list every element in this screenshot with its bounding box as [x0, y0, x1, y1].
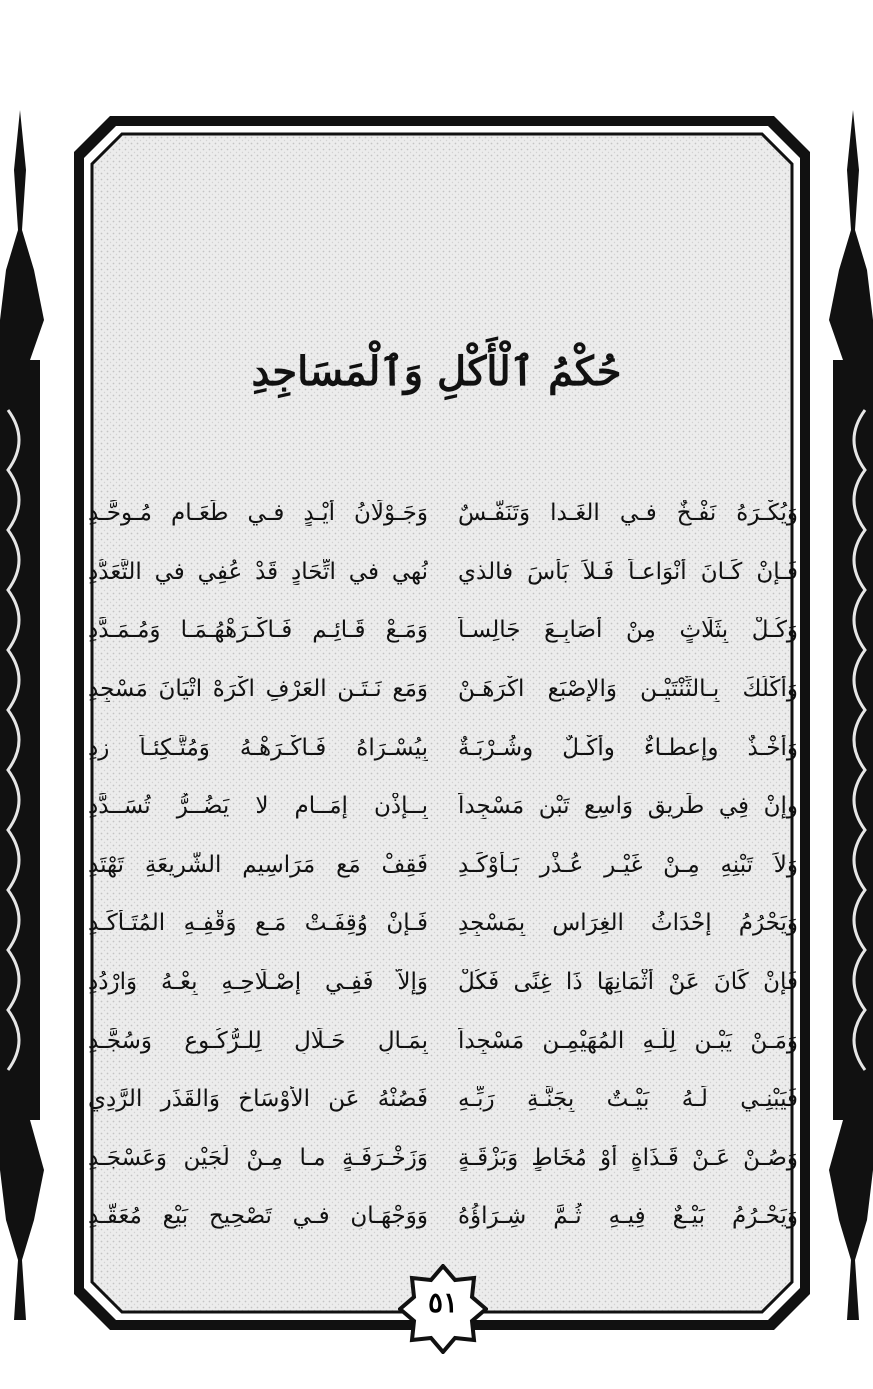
verse — [88, 601, 798, 660]
page-number-badge — [398, 1264, 488, 1354]
hemistich-first: وَكُـلْ بِثَلَاثٍ مِنْ أَصَابِـعَ جَالِسـاً — [458, 617, 798, 644]
hemistich-first: وَأَكْلُكَ بِـالثِّنْتَيْـنِ وَالإِصْبَعِ اكْرَهَـنْ — [458, 676, 798, 703]
hemistich-first: وَيَحْرُمُ إِحْدَاثُ الغِرَاسِ بِمَسْجِدِ — [458, 910, 798, 937]
hemistich-first: وَمَـنْ يَبْـنِ لِلَّـهِ المُهَيْمِـنِ مَسْجِداً — [458, 1027, 798, 1054]
hemistich-second: وَوَجْهَـانِ فـي تَصْحِيحِ بَيْعٍ مُعَقَّـدِ — [88, 1203, 428, 1230]
verse — [88, 1129, 798, 1188]
poem-body — [88, 484, 798, 1246]
hemistich-first: فَيَبْنِـي لَـهُ بَيْـتٌ بِجَنَّـةِ رَبِّـهِ — [458, 1086, 798, 1113]
hemistich-second: بِيُسْـرَاهُ فَـاكْـرَهْـهُ وَمُتَّـكِئـاً زِدِ — [88, 734, 428, 761]
hemistich-first: فَـإِنْ كَـانَ أَنْوَاعـاً فَـلاَ بَأْسَ فالذي — [458, 558, 798, 585]
hemistich-first: وَيُكْـرَهُ نَفْـخٌ فـي الغَـدا وَتَنَفُّـسٌ — [458, 500, 798, 527]
hemistich-second: وَإِلاَّ فَفِـي إِصْـلَاحِـهِ بِعْـهُ وَارْدُدِ — [88, 969, 428, 996]
hemistich-second: وَمَع نَـتَـنِ العَرْفِ اكْرَهْ اتْيَانَ مَسْجِدِ — [88, 676, 428, 703]
hemistich-second: نُهِي في اتِّحَادٍ قَدْ عُفِي في التَّعَدُّدِ — [88, 558, 428, 585]
hemistich-second: بِــإِذْنِ إِمَــامٍ لا يَضُــرُّ تُسَــدَّدِ — [88, 793, 428, 820]
verse — [88, 1187, 798, 1246]
verse — [88, 894, 798, 953]
page-title: حُكْمُ ٱلْأَكْلِ وَٱلْمَسَاجِدِ — [251, 348, 622, 395]
hemistich-second: وَمَـعْ قَـائِـم فَـاكْـرَهْهُـمَـا وَمُـمَـدَّدِ — [88, 617, 428, 644]
hemistich-first: فَإِنْ كَانَ عَنْ أَثْمَانِهَا ذَا غِنًى فَكُلْ — [458, 969, 798, 996]
right-border-ornament — [825, 110, 873, 1320]
hemistich-second: فَصُنْهُ عَنِ الأَوْسَاخِ وَالقَذَرِ الرَّدِي — [88, 1086, 428, 1113]
verse — [88, 718, 798, 777]
verse — [88, 660, 798, 719]
page-number: ٥١ — [427, 1286, 459, 1319]
verse — [88, 484, 798, 543]
hemistich-first: وَأَخْـذٌ وإعطـاءٌ وأَكْـلٌ وشُـرْبَـةٌ — [458, 734, 798, 761]
hemistich-second: فَـإِنْ وُقِفَـتْ مَـع وَقْفِـهِ المُتَـأَكِّـدِ — [88, 910, 428, 937]
hemistich-second: وَزَخْـرَفَـةٍ مـا مِـنْ لُجَيْنٍ وَعَسْجَـدِ — [88, 1144, 428, 1171]
verse — [88, 543, 798, 602]
verse — [88, 953, 798, 1012]
verse — [88, 1070, 798, 1129]
verse — [88, 777, 798, 836]
hemistich-second: بِمَـالٍ حَـلَالٍ لِلـرُّكُـوعِ وَسُجَّـدِ — [88, 1027, 428, 1054]
hemistich-first: وَصُـنْ عَـنْ قَـذَاةٍ أَوْ مُخَاطٍ وَبَزْقَـةٍ — [458, 1144, 798, 1171]
verse — [88, 836, 798, 895]
hemistich-second: فَقِفْ مَع مَرَاسِيمِ الشَّرِيعَةِ تَهْتَدِ — [88, 851, 428, 878]
hemistich-first: وإنْ فِي طَرِيقٍ وَاسِعٍ تَبْنِ مَسْجِداً — [458, 793, 798, 820]
verse — [88, 1011, 798, 1070]
left-border-ornament — [0, 110, 48, 1320]
hemistich-first: وَلاَ تَبْنِهِ مِـنْ غَيْـرِ عُـذْرٍ بَـأَوْكَـدِ — [458, 851, 798, 878]
hemistich-second: وَجَـوْلَانُ أَيْـدٍ فـي طَعَـامٍ مُـوحَّـدِ — [88, 500, 428, 527]
hemistich-first: وَيَحْـرُمُ بَيْـعٌ فِيـهِ ثُـمَّ شِـرَاؤُهُ — [458, 1203, 798, 1230]
